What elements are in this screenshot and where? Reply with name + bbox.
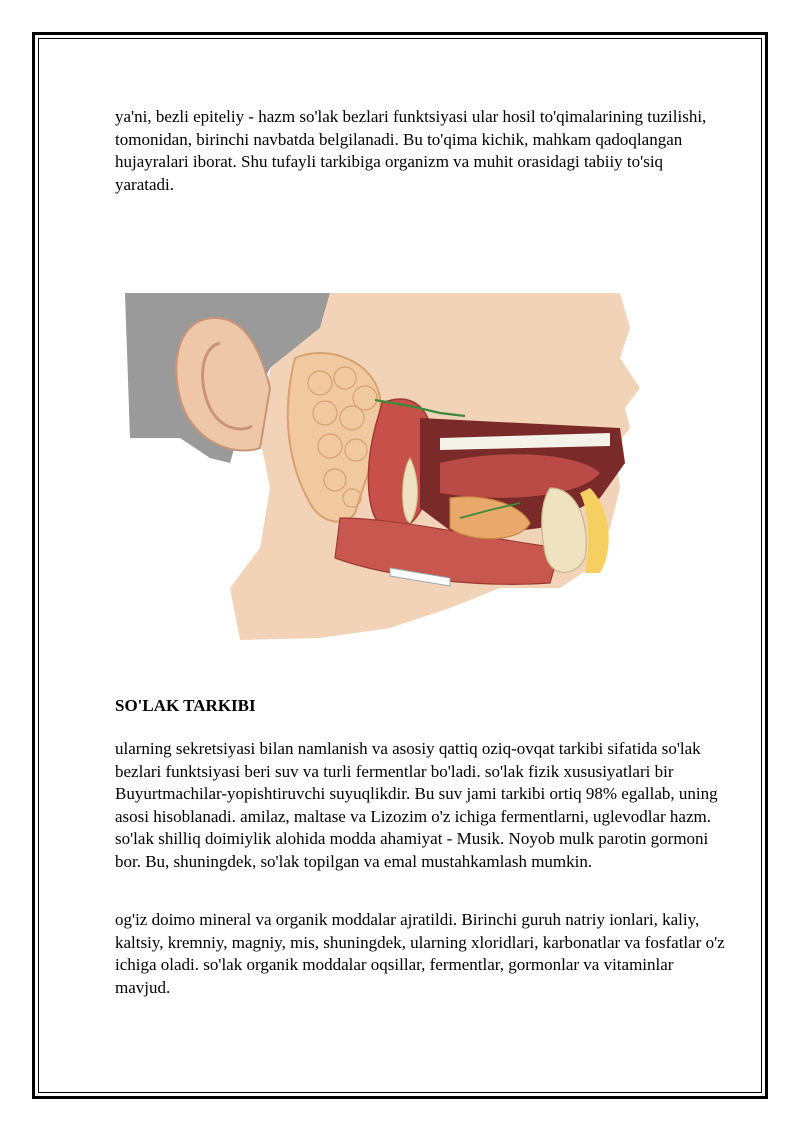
salivary-glands-illustration: [120, 288, 640, 650]
salivary-glands-svg: [120, 288, 640, 650]
intro-paragraph: ya'ni, bezli epiteliy - hazm so'lak bezlari funktsiyasi ular hosil to'qimalarining tuzilishi, tomonidan, birinchi navbatda belgilanadi. Bu to'qima kichik, mahkam qadoqlangan hujayralari iborat. Shu tufayli tarkibiga organizm va muhit orasidagi tabiiy to'siq yaratadi.: [115, 107, 707, 194]
section-heading: SO'LAK TARKIBI: [115, 696, 256, 715]
composition-paragraph: ularning sekretsiyasi bilan namlanish va asosiy qattiq oziq-ovqat tarkibi sifatida so'lak bezlari funktsiyasi beri suv va turli fermentlar bo'ladi. so'lak fizik xususiyatlari bir Buyurtmachilar-yopishtiruvchi suyuqlikdir. Bu suv jami tarkibi ortiq 98% egallab, uning asosi hisoblanadi. amilaz, maltase va Lizozim o'z ichiga fermentlarni, uglevodlar hazm. so'lak shilliq doimiylik alohida modda ahamiyat - Musik. Noyob mulk parotin gormoni bor. Bu, shuningdek, so'lak topilgan va emal mustahkamlash mumkin.: [115, 739, 718, 871]
minerals-paragraph: og'iz doimo mineral va organik moddalar ajratildi. Birinchi guruh natriy ionlari, kaliy, kaltsiy, kremniy, magniy, mis, shuningdek, ularning xloridlari, karbonatlar va fosfatlar o'z ichiga oladi. so'lak organik moddalar oqsillar, fermentlar, gormonlar va vitaminlar mavjud.: [115, 910, 725, 997]
